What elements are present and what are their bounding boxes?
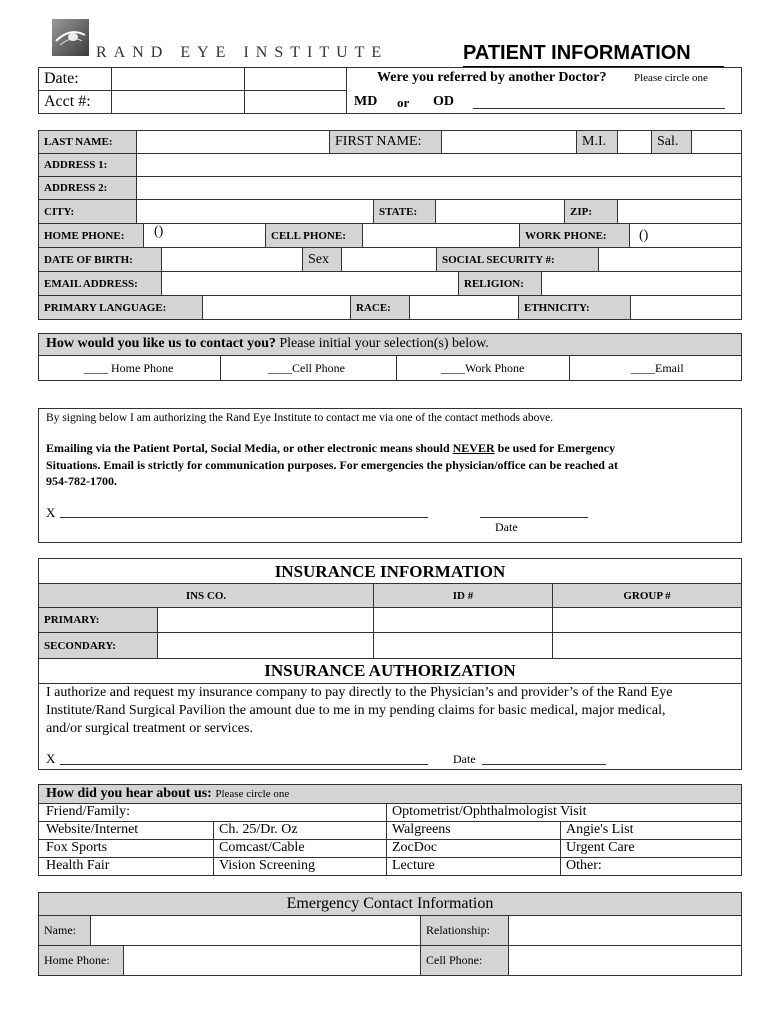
cell-phone-label: CELL PHONE: bbox=[265, 223, 363, 248]
consent-date-label: Date bbox=[495, 520, 518, 534]
doctor-name-line[interactable] bbox=[473, 108, 725, 109]
emergency-title: Emergency Contact Information bbox=[286, 895, 494, 912]
zip-label: ZIP: bbox=[564, 199, 618, 224]
state-label: STATE: bbox=[373, 199, 436, 224]
referral-comcast[interactable]: Comcast/Cable bbox=[219, 840, 305, 855]
consent-signature-line[interactable] bbox=[60, 517, 428, 518]
md-option[interactable]: MD bbox=[354, 94, 378, 109]
page-title: PATIENT INFORMATION bbox=[463, 42, 691, 64]
authorization-text-1: I authorize and request my insurance company to pay directly to the Physician’s and provider’s of the Rand Eye bbox=[46, 685, 673, 700]
city-field[interactable] bbox=[136, 199, 374, 224]
emergency-phone: 954-782-1700. bbox=[46, 474, 117, 488]
referral-urgent-care[interactable]: Urgent Care bbox=[566, 840, 635, 855]
referred-hint: Please circle one bbox=[634, 72, 708, 84]
address2-field[interactable] bbox=[136, 176, 742, 200]
last-name-field[interactable] bbox=[136, 130, 330, 154]
dob-label: DATE OF BIRTH: bbox=[38, 247, 162, 272]
acct-field[interactable] bbox=[112, 91, 243, 113]
authorization-signature-x: X bbox=[46, 751, 56, 766]
referral-friend-family[interactable]: Friend/Family: bbox=[46, 804, 130, 819]
address2-label: ADDRESS 2: bbox=[38, 176, 137, 200]
first-name-label: FIRST NAME: bbox=[329, 130, 442, 154]
city-label: CITY: bbox=[38, 199, 137, 224]
email-label: EMAIL ADDRESS: bbox=[38, 271, 162, 296]
emergency-cell-phone-label: Cell Phone: bbox=[420, 945, 509, 976]
referral-health-fair[interactable]: Health Fair bbox=[46, 858, 110, 873]
date-label: Date: bbox=[44, 70, 79, 87]
contact-work-phone-option[interactable]: ____Work Phone bbox=[441, 361, 525, 375]
contact-email-option[interactable]: ____Email bbox=[631, 361, 684, 375]
consent-date-line[interactable] bbox=[480, 517, 588, 518]
referred-question: Were you referred by another Doctor? bbox=[377, 70, 607, 85]
ssn-label: SOCIAL SECURITY #: bbox=[436, 247, 599, 272]
email-field[interactable] bbox=[161, 271, 459, 296]
emergency-relationship-field[interactable] bbox=[508, 915, 742, 946]
religion-label: RELIGION: bbox=[458, 271, 542, 296]
referral-zocdoc[interactable]: ZocDoc bbox=[392, 840, 438, 855]
logo bbox=[52, 19, 89, 56]
emergency-home-phone-label: Home Phone: bbox=[38, 945, 124, 976]
zip-field[interactable] bbox=[617, 199, 742, 224]
primary-group-field[interactable] bbox=[552, 607, 742, 633]
emergency-relationship-label: Relationship: bbox=[420, 915, 509, 946]
referral-ch25[interactable]: Ch. 25/Dr. Oz bbox=[219, 822, 298, 837]
language-field[interactable] bbox=[202, 295, 351, 320]
consent-line: By signing below I am authorizing the Rand Eye Institute to contact me via one of the contact methods above. bbox=[46, 412, 554, 424]
referral-fox-sports[interactable]: Fox Sports bbox=[46, 840, 108, 855]
primary-ins-field[interactable] bbox=[157, 607, 374, 633]
secondary-label: SECONDARY: bbox=[38, 632, 158, 659]
or-text: or bbox=[397, 95, 410, 110]
home-phone-label: HOME PHONE: bbox=[38, 223, 144, 248]
address1-label: ADDRESS 1: bbox=[38, 153, 137, 177]
referral-vision-screening[interactable]: Vision Screening bbox=[219, 858, 315, 873]
institute-name: RAND EYE INSTITUTE bbox=[96, 44, 389, 61]
address1-field[interactable] bbox=[136, 153, 742, 177]
authorization-title: INSURANCE AUTHORIZATION bbox=[264, 661, 516, 680]
state-field[interactable] bbox=[435, 199, 565, 224]
ssn-field[interactable] bbox=[598, 247, 742, 272]
date-field[interactable] bbox=[112, 68, 243, 89]
primary-id-field[interactable] bbox=[373, 607, 553, 633]
contact-home-phone-option[interactable]: ____ Home Phone bbox=[84, 361, 174, 375]
sal-label: Sal. bbox=[651, 130, 692, 154]
mi-label: M.I. bbox=[576, 130, 618, 154]
emergency-name-label: Name: bbox=[38, 915, 91, 946]
consent-signature-x: X bbox=[46, 505, 56, 520]
race-label: RACE: bbox=[350, 295, 410, 320]
never-word: NEVER bbox=[452, 441, 495, 455]
authorization-text-2: Institute/Rand Surgical Pavilion the amount due to me in my pending claims for basic medical, major medical, bbox=[46, 703, 666, 718]
language-label: PRIMARY LANGUAGE: bbox=[38, 295, 203, 320]
authorization-text-3: and/or surgical treatment or services. bbox=[46, 721, 253, 736]
ethnicity-field[interactable] bbox=[630, 295, 742, 320]
secondary-group-field[interactable] bbox=[552, 632, 742, 659]
referral-walgreens[interactable]: Walgreens bbox=[392, 822, 451, 837]
referral-question: How did you hear about us: Please circle one bbox=[46, 786, 290, 801]
religion-field[interactable] bbox=[541, 271, 742, 296]
primary-label: PRIMARY: bbox=[38, 607, 158, 633]
authorization-signature-line[interactable] bbox=[60, 764, 428, 765]
ethnicity-label: ETHNICITY: bbox=[518, 295, 631, 320]
secondary-id-field[interactable] bbox=[373, 632, 553, 659]
contact-cell-phone-option[interactable]: ____Cell Phone bbox=[268, 361, 345, 375]
referral-website[interactable]: Website/Internet bbox=[46, 822, 139, 837]
sex-label: Sex bbox=[302, 247, 342, 272]
emergency-name-field[interactable] bbox=[90, 915, 421, 946]
emergency-warning-line2: Situations. Email is strictly for communication purposes. For emergencies the physician/office can be reached at bbox=[46, 458, 618, 472]
dob-field[interactable] bbox=[161, 247, 303, 272]
first-name-field[interactable] bbox=[441, 130, 577, 154]
work-phone-label: WORK PHONE: bbox=[519, 223, 630, 248]
emergency-cell-phone-field[interactable] bbox=[508, 945, 742, 976]
race-field[interactable] bbox=[409, 295, 519, 320]
authorization-date-line[interactable] bbox=[482, 764, 606, 765]
referral-optometrist[interactable]: Optometrist/Ophthalmologist Visit bbox=[392, 804, 587, 819]
ins-co-header: INS CO. bbox=[38, 583, 374, 608]
emergency-warning-line1: Emailing via the Patient Portal, Social Media, or other electronic means should NEVER be used for Emergency bbox=[46, 441, 616, 455]
consent-box bbox=[38, 408, 742, 543]
insurance-title: INSURANCE INFORMATION bbox=[274, 562, 506, 581]
last-name-label: LAST NAME: bbox=[38, 130, 137, 154]
emergency-home-phone-field[interactable] bbox=[123, 945, 421, 976]
eye-logo-icon bbox=[52, 19, 89, 56]
referral-other[interactable]: Other: bbox=[566, 858, 602, 873]
sal-field[interactable] bbox=[691, 130, 742, 154]
contact-question: How would you like us to contact you? Please initial your selection(s) below. bbox=[46, 336, 489, 351]
group-header: GROUP # bbox=[552, 583, 742, 608]
secondary-ins-field[interactable] bbox=[157, 632, 374, 659]
id-header: ID # bbox=[373, 583, 553, 608]
referral-lecture[interactable]: Lecture bbox=[392, 858, 435, 873]
authorization-date-label: Date bbox=[453, 752, 476, 766]
od-option[interactable]: OD bbox=[433, 94, 454, 109]
work-phone-field[interactable]: () bbox=[629, 223, 742, 248]
referral-angies-list[interactable]: Angie's List bbox=[566, 822, 634, 837]
mi-field[interactable] bbox=[617, 130, 652, 154]
cell-phone-field[interactable] bbox=[362, 223, 520, 248]
sex-field[interactable] bbox=[341, 247, 437, 272]
home-phone-field[interactable]: () bbox=[143, 223, 266, 248]
acct-label: Acct #: bbox=[44, 93, 91, 110]
